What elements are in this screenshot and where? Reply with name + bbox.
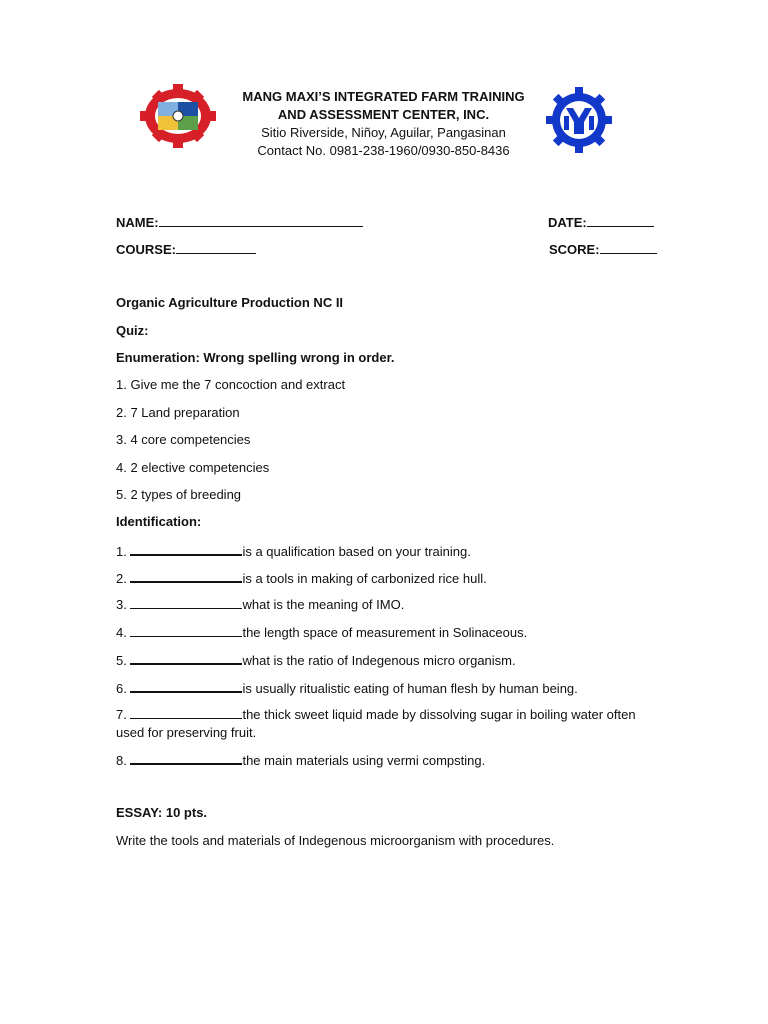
item-number: 1.	[116, 544, 131, 559]
identification-item	[116, 751, 485, 768]
enumeration-item: 5. 2 types of breeding	[116, 487, 242, 502]
score-label: SCORE:	[549, 242, 600, 257]
score-blank	[600, 241, 657, 254]
enumeration-item: 3. 4 core competencies	[116, 432, 251, 447]
item-text: the thick sweet liquid made by dissolving sugar in boiling water often used for preserving fruit.	[116, 707, 636, 740]
item-number: 8.	[116, 753, 131, 768]
name-label: NAME:	[116, 215, 159, 230]
identification-heading: Identification:	[116, 514, 202, 529]
item-number: 3.	[116, 597, 131, 612]
course-blank	[176, 241, 256, 254]
essay-heading: ESSAY: 10 pts.	[116, 805, 208, 820]
enumeration-item: 4. 2 elective competencies	[116, 460, 270, 475]
score-field	[549, 241, 657, 257]
identification-item	[116, 706, 646, 742]
answer-blank	[130, 751, 242, 765]
answer-blank	[130, 706, 242, 719]
essay-prompt: Write the tools and materials of Indegenous microorganism with procedures.	[116, 833, 555, 848]
subject-title: Organic Agriculture Production NC II	[116, 295, 344, 310]
item-number: 6.	[116, 681, 131, 696]
institution-address: Sitio Riverside, Niñoy, Aguilar, Pangasinan	[261, 125, 506, 140]
item-text: what is the ratio of Indegenous micro organism.	[242, 653, 516, 668]
item-text: is usually ritualistic eating of human flesh by human being.	[242, 681, 578, 696]
answer-blank	[130, 624, 242, 637]
item-number: 4.	[116, 625, 131, 640]
answer-blank	[130, 569, 242, 583]
item-text: is a qualification based on your training.	[242, 544, 471, 559]
date-field	[548, 214, 654, 230]
institution-contact: Contact No. 0981-238-1960/0930-850-8436	[257, 143, 510, 158]
enumeration-item: 2. 7 Land preparation	[116, 405, 240, 420]
identification-item	[116, 569, 487, 586]
name-blank	[159, 214, 363, 227]
right-logo-gear-emblem	[545, 87, 613, 153]
course-field	[116, 241, 256, 257]
item-text: is a tools in making of carbonized rice hull.	[242, 571, 487, 586]
name-field	[116, 214, 363, 230]
item-text: the main materials using vermi compsting.	[242, 753, 486, 768]
item-text: what is the meaning of IMO.	[242, 597, 405, 612]
identification-item	[116, 624, 527, 640]
answer-blank	[130, 651, 242, 665]
quiz-label: Quiz:	[116, 323, 149, 338]
date-blank	[587, 214, 654, 227]
identification-item	[116, 651, 516, 668]
item-number: 2.	[116, 571, 131, 586]
left-logo-gear-emblem	[138, 84, 218, 148]
identification-item	[116, 542, 471, 559]
answer-blank	[130, 542, 242, 556]
item-number: 5.	[116, 653, 131, 668]
answer-blank	[130, 596, 242, 609]
answer-blank	[130, 679, 242, 693]
identification-item	[116, 596, 404, 612]
item-number: 7.	[116, 707, 131, 722]
enumeration-heading: Enumeration: Wrong spelling wrong in order.	[116, 350, 395, 365]
enumeration-item: 1. Give me the 7 concoction and extract	[116, 377, 346, 392]
item-text: the length space of measurement in Solinaceous.	[242, 625, 528, 640]
course-label: COURSE:	[116, 242, 176, 257]
identification-item	[116, 679, 578, 696]
date-label: DATE:	[548, 215, 587, 230]
institution-name-line1: MANG MAXI’S INTEGRATED FARM TRAINING	[242, 89, 525, 104]
institution-header	[230, 88, 537, 160]
institution-name-line2: AND ASSESSMENT CENTER, INC.	[277, 107, 490, 122]
